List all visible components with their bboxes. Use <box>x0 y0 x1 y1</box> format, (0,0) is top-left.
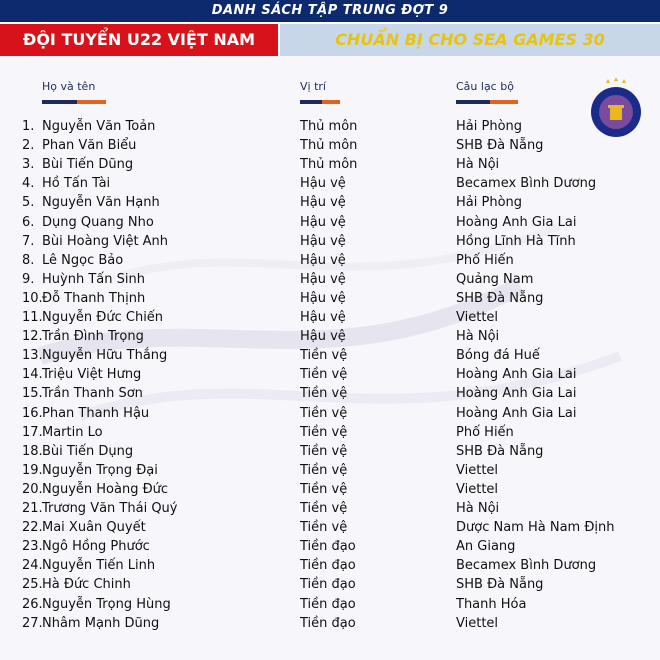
row-number: 20. <box>22 481 43 497</box>
player-club: Hải Phòng <box>456 195 523 211</box>
row-number: 9. <box>22 271 35 287</box>
player-position: Tiền đạo <box>300 577 356 593</box>
player-name: Phan Thanh Hậu <box>42 405 150 421</box>
player-position: Hậu vệ <box>300 195 346 211</box>
row-number: 16. <box>22 405 43 421</box>
table-row <box>0 575 660 594</box>
player-name: Trần Thanh Sơn <box>42 386 143 402</box>
row-number: 13. <box>22 348 43 364</box>
row-number: 27. <box>22 615 43 631</box>
row-number: 2. <box>22 138 35 154</box>
player-position: Tiền đạo <box>300 539 356 555</box>
table-row <box>0 518 660 537</box>
row-number: 8. <box>22 252 35 268</box>
row-number: 14. <box>22 367 43 383</box>
player-club: Hà Nội <box>456 329 500 345</box>
player-name: Nguyễn Văn Hạnh <box>42 195 160 211</box>
player-position: Tiền đạo <box>300 615 356 631</box>
row-number: 24. <box>22 558 43 574</box>
player-club: Hoàng Anh Gia Lai <box>456 367 577 383</box>
player-name: Đỗ Thanh Thịnh <box>42 290 146 306</box>
table-row <box>0 117 660 136</box>
player-name: Nguyễn Trọng Đại <box>42 462 158 478</box>
player-club: Thanh Hóa <box>456 596 527 612</box>
player-club: Viettel <box>456 310 499 325</box>
player-club: Hồng Lĩnh Hà Tĩnh <box>456 233 576 249</box>
row-number: 4. <box>22 176 35 192</box>
player-club: Hải Phòng <box>456 119 523 134</box>
player-name: Mai Xuân Quyết <box>42 520 146 536</box>
header-underline <box>300 100 340 104</box>
row-number: 21. <box>22 501 43 516</box>
player-position: Hậu vệ <box>300 176 346 192</box>
player-position: Thủ môn <box>300 119 358 134</box>
player-name: Nguyễn Văn Toản <box>42 119 156 134</box>
player-name: Phan Văn Biểu <box>42 138 137 154</box>
roster-panel <box>0 56 660 660</box>
player-position: Tiền đạo <box>300 558 356 574</box>
player-position: Tiền vệ <box>300 462 348 478</box>
player-club: Hoàng Anh Gia Lai <box>456 386 577 402</box>
header-underline <box>456 100 518 104</box>
row-number: 10. <box>22 290 43 306</box>
row-number: 12. <box>22 329 43 345</box>
player-name: Nguyễn Hữu Thắng <box>42 348 168 364</box>
player-name: Lê Ngọc Bảo <box>42 252 124 268</box>
table-row <box>0 537 660 556</box>
table-row <box>0 595 660 614</box>
column-header-club: Câu lạc bộ <box>456 80 514 93</box>
table-row <box>0 213 660 232</box>
player-club: Becamex Bình Dương <box>456 558 597 574</box>
row-number: 22. <box>22 520 43 536</box>
player-position: Hậu vệ <box>300 310 346 325</box>
player-club: Phố Hiến <box>456 252 514 268</box>
table-row <box>0 499 660 518</box>
player-club: Viettel <box>456 462 499 478</box>
table-row <box>0 442 660 461</box>
table-row <box>0 423 660 442</box>
player-club: Viettel <box>456 481 499 497</box>
player-name: Nguyễn Hoàng Đức <box>42 481 169 497</box>
table-row <box>0 365 660 384</box>
player-position: Tiền vệ <box>300 405 348 421</box>
table-row <box>0 480 660 499</box>
player-name: Hà Đức Chinh <box>42 577 131 593</box>
player-position: Hậu vệ <box>300 252 346 268</box>
table-row <box>0 289 660 308</box>
header-underline <box>42 100 106 104</box>
table-row <box>0 136 660 155</box>
player-position: Hậu vệ <box>300 271 346 287</box>
player-position: Tiền vệ <box>300 424 348 440</box>
player-position: Tiền vệ <box>300 520 348 536</box>
row-number: 6. <box>22 214 35 230</box>
table-row <box>0 556 660 575</box>
player-name: Nguyễn Tiến Linh <box>42 558 156 574</box>
player-name: Bùi Hoàng Việt Anh <box>42 233 169 249</box>
table-row <box>0 346 660 365</box>
player-name: Huỳnh Tấn Sinh <box>42 271 145 287</box>
player-position: Hậu vệ <box>300 214 346 230</box>
player-position: Thủ môn <box>300 157 358 173</box>
player-name: Martin Lo <box>42 424 103 440</box>
table-row <box>0 614 660 633</box>
player-position: Tiền vệ <box>300 481 348 497</box>
player-club: Viettel <box>456 615 499 631</box>
player-position: Tiền vệ <box>300 443 348 459</box>
player-club: SHB Đà Nẵng <box>456 138 544 154</box>
player-position: Hậu vệ <box>300 329 346 345</box>
player-position: Thủ môn <box>300 138 358 154</box>
player-position: Tiền đạo <box>300 596 356 612</box>
player-position: Tiền vệ <box>300 367 348 383</box>
table-row <box>0 384 660 403</box>
player-club: Bóng đá Huế <box>456 348 540 364</box>
player-club: Hà Nội <box>456 501 500 516</box>
player-name: Triệu Việt Hưng <box>42 367 142 383</box>
row-number: 26. <box>22 596 43 612</box>
column-header-name: Họ và tên <box>42 80 96 93</box>
row-number: 7. <box>22 233 35 249</box>
player-name: Dụng Quang Nho <box>42 214 154 230</box>
event-banner: CHUẨN BỊ CHO SEA GAMES 30 <box>280 24 660 56</box>
player-name: Trần Đình Trọng <box>42 329 144 345</box>
row-number: 19. <box>22 462 43 478</box>
player-club: Hà Nội <box>456 157 500 173</box>
player-position: Tiền vệ <box>300 501 348 516</box>
row-number: 15. <box>22 386 43 402</box>
player-club: Hoàng Anh Gia Lai <box>456 214 577 230</box>
row-number: 17. <box>22 424 43 440</box>
player-position: Tiền vệ <box>300 348 348 364</box>
player-name: Ngô Hồng Phước <box>42 539 150 555</box>
player-name: Bùi Tiến Dũng <box>42 157 134 173</box>
player-club: SHB Đà Nẵng <box>456 443 544 459</box>
table-row <box>0 251 660 270</box>
row-number: 11. <box>22 310 43 325</box>
player-name: Nhâm Mạnh Dũng <box>42 615 160 631</box>
player-name: Nguyễn Trọng Hùng <box>42 596 171 612</box>
player-position: Tiền vệ <box>300 386 348 402</box>
row-number: 5. <box>22 195 35 211</box>
row-number: 18. <box>22 443 43 459</box>
team-banner: ĐỘI TUYỂN U22 VIỆT NAM <box>0 24 278 56</box>
table-row <box>0 461 660 480</box>
player-name: Bùi Tiến Dụng <box>42 443 134 459</box>
player-name: Trương Văn Thái Quý <box>42 501 178 516</box>
row-number: 1. <box>22 119 35 134</box>
player-club: Phố Hiến <box>456 424 514 440</box>
player-name: Nguyễn Đức Chiến <box>42 310 164 325</box>
player-name: Hồ Tấn Tài <box>42 176 111 192</box>
row-number: 3. <box>22 157 35 173</box>
column-header-position: Vị trí <box>300 80 326 93</box>
row-number: 23. <box>22 539 43 555</box>
player-position: Hậu vệ <box>300 233 346 249</box>
table-row <box>0 327 660 346</box>
player-club: Quảng Nam <box>456 271 534 287</box>
page-title: DANH SÁCH TẬP TRUNG ĐỢT 9 <box>0 0 660 22</box>
row-number: 25. <box>22 577 43 593</box>
player-club: SHB Đà Nẵng <box>456 577 544 593</box>
player-club: Becamex Bình Dương <box>456 176 597 192</box>
table-row <box>0 404 660 423</box>
player-club: Dược Nam Hà Nam Định <box>456 520 615 536</box>
player-club: An Giang <box>456 539 516 555</box>
player-position: Hậu vệ <box>300 290 346 306</box>
table-row <box>0 270 660 289</box>
table-row <box>0 232 660 251</box>
table-row <box>0 193 660 212</box>
table-row <box>0 155 660 174</box>
player-club: SHB Đà Nẵng <box>456 290 544 306</box>
table-row <box>0 308 660 327</box>
player-club: Hoàng Anh Gia Lai <box>456 405 577 421</box>
table-row <box>0 174 660 193</box>
